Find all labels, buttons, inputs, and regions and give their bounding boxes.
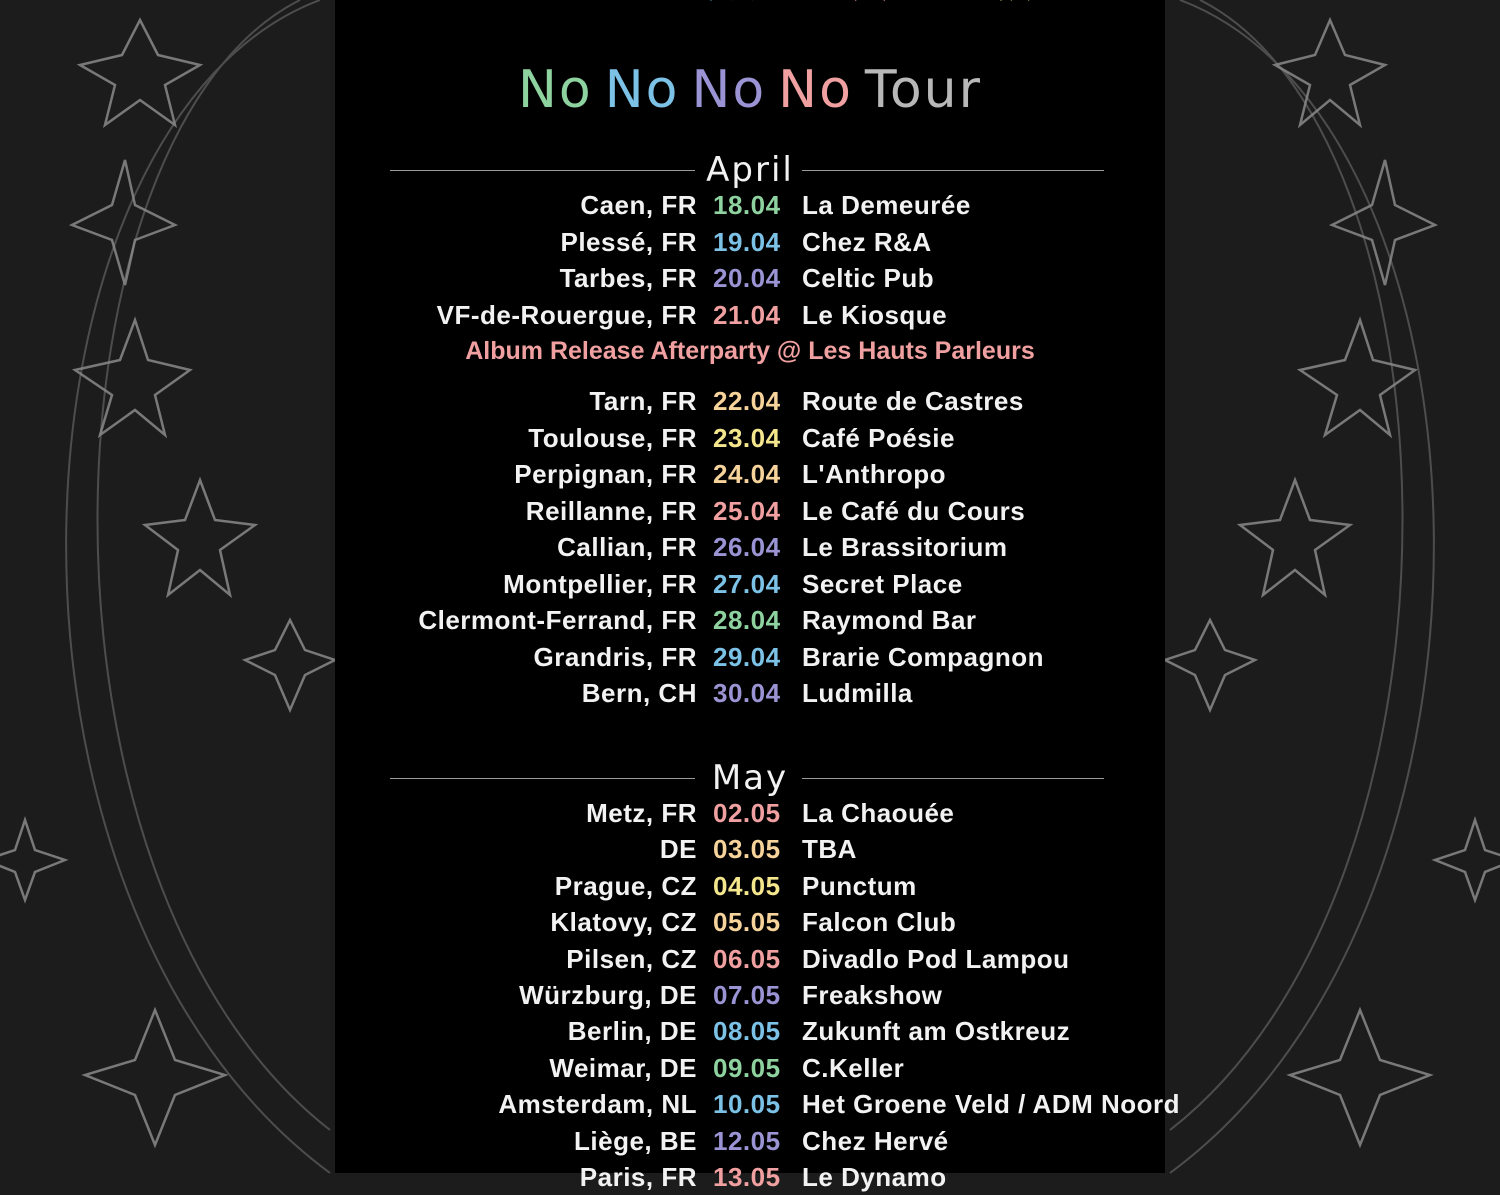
date-label: 18.04 [713,190,781,220]
month-name: May [711,758,789,798]
city-label: Pilsen, CZ [566,943,697,974]
date-label: 04.05 [713,870,781,901]
venue-label: Route de Castres [802,386,1024,416]
star-icon [75,320,190,435]
venue-label: La Chaouée [802,798,955,828]
poster-panel [335,0,1181,1192]
tour-date-row [335,1050,1165,1086]
circle-ring-inner [98,0,331,1130]
star-icon [1165,620,1255,710]
date-label: 25.04 [713,495,781,526]
venue-label: Freakshow [802,980,943,1010]
venue-label: C.Keller [802,1052,905,1083]
title-word: No [691,60,767,120]
tour-date-row [335,420,1165,456]
divider [802,170,1104,171]
star-icon [1435,820,1500,900]
star-icon [145,480,255,595]
date-label: 03.05 [713,834,781,865]
tour-date-row [335,566,1165,602]
tour-date-row [335,868,1165,904]
tour-date-row [335,941,1165,977]
star-icon [85,1010,225,1145]
date-label: 09.05 [713,1052,781,1083]
date-label: 20.04 [713,263,781,293]
city-label: Amsterdam, NL [498,1089,697,1120]
tour-date-row [335,602,1165,638]
album-release-note: Album Release Afterparty @ Les Hauts Parleurs [465,337,1035,365]
date-label: 19.04 [713,226,781,257]
venue-label: Le Brassitorium [802,532,1008,562]
date-label: 08.05 [713,1016,781,1047]
date-label: 24.04 [713,459,781,489]
venue-label: Le Café du Cours [802,495,1026,526]
venue-label: Brarie Compagnon [802,641,1045,672]
circle-ring-outer-right [1170,0,1434,1173]
city-label: Prague, CZ [554,870,697,901]
date-label: 13.05 [713,1162,781,1192]
date-label: 12.05 [713,1125,781,1156]
tour-date-row [335,260,1165,296]
date-label: 02.05 [713,798,781,828]
venue-label: Punctum [802,870,917,901]
city-label: Tarn, FR [589,386,697,416]
venue-label: La Demeurée [802,190,971,220]
venue-label: Le Dynamo [802,1162,947,1192]
title-word: Tour [864,60,982,120]
title-word: No [518,60,593,120]
tour-date-row [335,904,1165,940]
venue-label: Le Kiosque [802,299,948,330]
city-label: Reillanne, FR [525,495,697,526]
venue-label: Chez Hervé [802,1125,949,1156]
city-label: Tarbes, FR [559,263,697,293]
tour-date-row [335,493,1165,529]
venue-label: Secret Place [802,568,963,599]
city-label: Toulouse, FR [528,422,697,453]
tour-title [335,60,1165,120]
star-icon [1332,160,1435,285]
tour-date-row [335,639,1165,675]
tour-date-row [335,456,1165,492]
title-word: No [604,60,680,120]
circle-ring-outer [66,0,330,1173]
tour-date-row [335,529,1165,565]
venue-label: Divadlo Pod Lampou [802,943,1070,974]
city-label: Paris, FR [579,1162,697,1192]
city-label: Plessé, FR [560,226,697,257]
venue-label: Raymond Bar [802,605,977,635]
tour-date-row [335,297,1165,333]
city-label: Berlin, DE [567,1016,697,1047]
tour-date-row [335,831,1165,867]
city-label: Perpignan, FR [514,459,697,489]
month-name: April [706,150,794,190]
tour-date-row [335,383,1165,419]
star-icon [1275,20,1385,125]
city-label: Clermont-Ferrand, FR [418,605,697,635]
tour-date-row [335,1159,1165,1195]
date-label: 30.04 [713,678,781,708]
date-label: 06.05 [713,943,781,974]
city-label: Caen, FR [580,190,697,220]
city-label: Grandris, FR [533,641,697,672]
venue-label: Café Poésie [802,422,955,453]
tour-date-row [335,224,1165,260]
city-label: DE [659,834,697,865]
city-label: Callian, FR [557,532,697,562]
star-icon [0,820,65,900]
title-word: No [778,60,853,120]
date-label: 05.05 [713,907,781,938]
star-icon [80,20,200,125]
circle-ring-inner-right [1170,0,1403,1130]
venue-label: Falcon Club [802,907,957,938]
star-icon [1240,480,1350,595]
venue-label: L'Anthropo [802,459,947,489]
venue-label: Chez R&A [802,226,932,257]
date-label: 23.04 [713,422,781,453]
city-label: Montpellier, FR [503,568,697,599]
city-label: Liège, BE [574,1125,697,1156]
tour-date-row [335,187,1165,223]
venue-label: Zukunft am Ostkreuz [802,1016,1071,1047]
date-label: 10.05 [713,1089,781,1120]
city-label: Metz, FR [586,798,697,828]
venue-label: TBA [802,834,857,865]
city-label: Klatovy, CZ [550,907,697,938]
city-label: Bern, CH [581,678,697,708]
venue-label: Celtic Pub [802,263,935,293]
date-label: 07.05 [713,980,781,1010]
date-label: 22.04 [713,386,781,416]
star-icon [1290,1010,1430,1145]
tour-date-row [335,1013,1165,1049]
tour-date-row [335,1086,1181,1122]
city-label: VF-de-Rouergue, FR [436,299,697,330]
star-icon [245,620,335,710]
venue-label: Ludmilla [802,678,913,708]
divider [802,778,1104,779]
date-label: 21.04 [713,299,781,330]
date-label: 29.04 [713,641,781,672]
city-label: Würzburg, DE [519,980,697,1010]
tour-date-row [335,795,1165,831]
band-logo [465,0,1040,24]
city-label: Weimar, DE [549,1052,697,1083]
tour-date-row [335,977,1165,1013]
date-label: 27.04 [713,568,781,599]
tour-date-row [335,675,1165,711]
month-header-may [335,758,1165,798]
venue-label: Het Groene Veld / ADM Noord [802,1089,1181,1120]
month-header-april [335,150,1165,190]
tour-date-row [335,1123,1165,1159]
date-label: 26.04 [713,532,781,562]
date-label: 28.04 [713,605,781,635]
